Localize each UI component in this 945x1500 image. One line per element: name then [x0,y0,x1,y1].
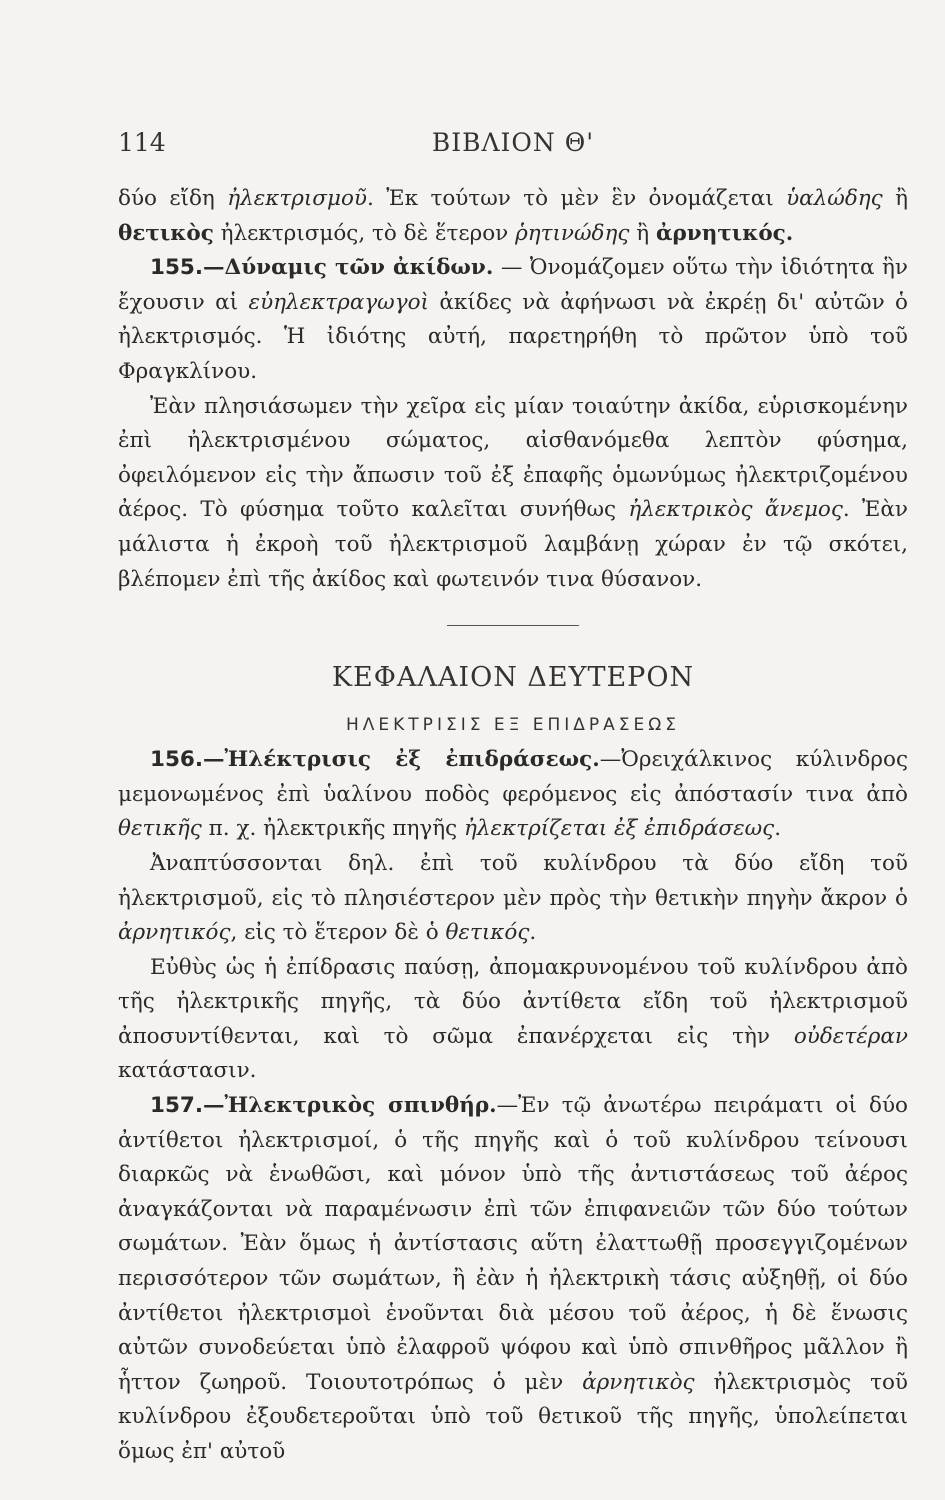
section-title: —Δύναμις τῶν ἀκίδων. [203,255,494,281]
bold-term: θετικὸς [118,220,214,246]
text-run: δύο εἴδη [118,186,228,211]
section-156 [118,743,908,847]
text-run: Ἐὰν πλησιάσωμεν τὴν χεῖρα εἰς μίαν τοιαύτην ἀκίδα, εὑρισκομένην ἐπὶ ἠλεκτρισμένου σώματος, αἰσθανόμεθα λεπτὸν φύσημα, ὀφειλόμενον εἰς τὴν ἄπωσιν τοῦ ἐξ ἐπαφῆς ὁμωνύμως ἠλεκτριζομένου ἀέρος. Τὸ φύσημα τοῦτο καλεῖται συνήθως [118,393,908,523]
section-number: 155. [150,255,204,281]
text-run: ἠλεκτρισμὸς τοῦ κυλίνδρου ἐξουδετεροῦται ὑπὸ τοῦ θετικοῦ τῆς πηγῆς, ὑπολείπεται ὅμως ἐπ' αὐτοῦ [118,1369,908,1464]
text-run: . Ἐὰν μάλιστα ἡ ἐκροὴ τοῦ ἠλεκτρισμοῦ λαμβάνῃ χώραν ἐν τῷ σκότει, βλέπομεν ἐπὶ τῆς ἀκίδος καὶ φωτεινόν τινα θύσανον. [118,497,908,592]
text-run: ἀκίδες νὰ ἀφήνωσι νὰ ἐκρέῃ δι' αὐτῶν ὁ ἠλεκτρισμός. Ἡ ἰδιότης αὐτή, παρετηρήθη τὸ πρῶτον ὑπὸ τοῦ Φραγκλίνου. [118,289,908,384]
italic-term: οὐδετέραν [793,1023,908,1049]
body-text [118,182,908,1470]
running-title: ΒΙΒΛΙΟΝ Θ' [431,128,595,157]
text-run: . [529,920,537,946]
text-run: ἠλεκτρισμός, τὸ δὲ ἕτερον [213,220,516,246]
italic-term: ῥητινώδης [515,220,630,246]
chapter-title: ΚΕΦΑΛΑΙΟΝ ΔΕΥΤΕΡΟΝ [331,662,695,694]
text-run: ἢ [629,220,656,246]
divider-rule [447,625,579,626]
section-number: 157. [150,1093,204,1119]
page-number: 114 [118,128,166,157]
text-run: π. χ. ἠλεκτρικῆς πηγῆς [201,816,465,842]
italic-term: ἀρνητικός [118,920,231,946]
italic-term: ἠλεκτρισμοῦ [227,186,367,211]
text-run: . [774,816,782,842]
section-title: —Ἠλέκτρισις ἐξ ἐπιδράσεως. [203,747,600,773]
italic-term: εὐηλεκτραγωγοὶ [248,289,429,315]
paragraph [118,951,908,1089]
text-run: — Ὀνομάζομεν οὕτω τὴν ἰδιότητα ἣν ἔχουσιν αἱ [118,255,908,315]
italic-term: ἀρνητικὸς [582,1369,695,1395]
italic-term: ἠλεκτρίζεται ἐξ ἐπιδράσεως [464,816,775,842]
text-run: Ἀναπτύσσονται δηλ. ἐπὶ τοῦ κυλίνδρου τὰ δύο εἴδη τοῦ ἠλεκτρισμοῦ, εἰς τὸ πλησιέστερον μὲν πρὸς τὴν θετικὴν πηγὴν ἄκρον ὁ [118,850,908,911]
italic-term: θετικῆς [118,816,202,842]
text-run: —Ὀρειχάλκινος κύλινδρος μεμονωμένος ἐπὶ ὑαλίνου ποδὸς φερόμενος εἰς ἀπόστασίν τινα ἀπὸ [118,747,908,807]
paragraph [118,847,908,951]
page-header [118,128,908,168]
text-run: , εἰς τὸ ἕτερον δὲ ὁ [230,920,446,946]
text-run: . Ἐκ τούτων τὸ μὲν ἓν ὀνομάζεται [366,186,787,211]
italic-term: ὑαλώδης [786,186,883,211]
book-page [118,128,908,1470]
chapter-subtitle: ΗΛΕΚΤΡΙΣΙΣ ΕΞ ΕΠΙΔΡΑΣΕΩΣ [346,715,680,736]
italic-term: ἠλεκτρικὸς ἄνεμος [628,497,843,523]
text-run: —Ἐν τῷ ἀνωτέρω πειράματι οἱ δύο ἀντίθετοι ἠλεκτρισμοί, ὁ τῆς πηγῆς καὶ ὁ τοῦ κυλίνδρου τείνουσι διαρκῶς νὰ ἑνωθῶσι, καὶ μόνον ὑπὸ τῆς ἀντιστάσεως τοῦ ἀέρος ἀναγκάζονται νὰ παραμένωσιν ἐπὶ τῶν ἐπιφανειῶν τῶν δύο τούτων σωμάτων. Ἐὰν ὅμως ἡ ἀντίστασις αὕτη ἐλαττωθῇ προσεγγιζομένων περισσότερον τῶν σωμάτων, ἢ ἐὰν ἡ ἠλεκτρικὴ τάσις αὐξηθῇ, οἱ δύο ἀντίθετοι ἠλεκτρισμοὶ ἑνοῦνται διὰ μέσου τοῦ ἀέρος, ἡ δὲ ἕνωσις αὐτῶν συνοδεύεται ὑπὸ ἐλαφροῦ ψόφου καὶ ὑπὸ σπινθῆρος μᾶλλον ἢ ἧττον ζωηροῦ. Τοιουτοτρόπως ὁ μὲν [118,1093,909,1395]
text-run: κατάστασιν. [118,1058,257,1084]
section-number: 156. [150,747,204,773]
paragraph [118,390,908,598]
section-155 [118,251,908,389]
text-run: Εὐθὺς ὡς ἡ ἐπίδρασις παύσῃ, ἀπομακρυνομένου τοῦ κυλίνδρου ἀπὸ τῆς ἠλεκτρικῆς πηγῆς, τὰ δύο ἀντίθετα εἴδη τοῦ ἠλεκτρισμοῦ ἀποσυντίθενται, καὶ τὸ σῶμα ἐπανέρχεται εἰς τὴν [118,954,908,1049]
bold-term: ἀρνητικός. [655,220,794,246]
section-title: —Ἠλεκτρικὸς σπινθήρ. [203,1093,497,1119]
text-run: ἢ [882,186,909,211]
paragraph [118,182,908,251]
italic-term: θετικός [445,920,530,946]
section-157 [118,1089,908,1470]
